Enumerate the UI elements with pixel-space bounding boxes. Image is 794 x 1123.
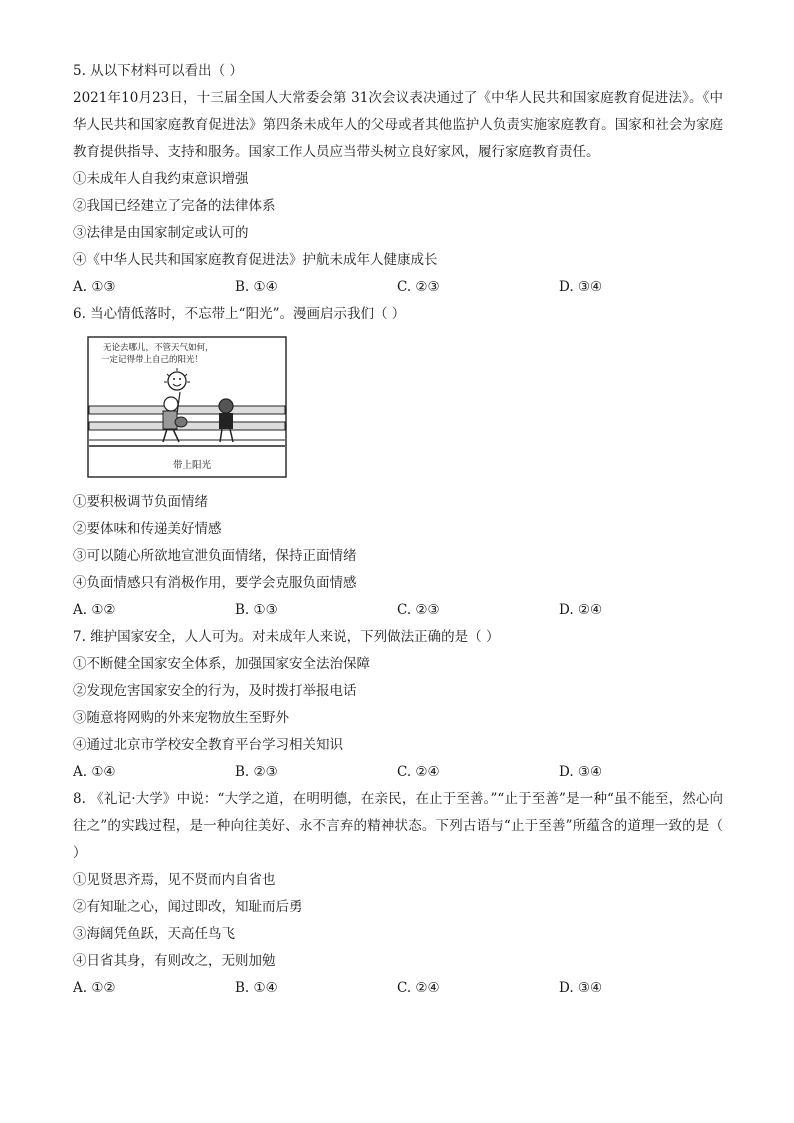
question-5-statement-1: ①未成年人自我约束意识增强 <box>73 171 249 187</box>
question-7-statement-4: ④通过北京市学校安全教育平台学习相关知识 <box>73 737 343 753</box>
railing-icon <box>89 406 285 446</box>
option-d[interactable]: D. ③④ <box>559 279 603 295</box>
question-6-stem: 6. 当心情低落时，不忘带上“阳光”。漫画启示我们（ ） <box>73 306 406 322</box>
question-8 <box>73 786 723 1002</box>
question-7-stem: 7. 维护国家安全，人人可为。对未成年人来说，下列做法正确的是（ ） <box>73 629 500 645</box>
option-c[interactable]: C. ②④ <box>397 764 440 780</box>
question-8-options <box>73 975 723 1002</box>
option-b[interactable]: B. ①④ <box>235 980 278 996</box>
option-d[interactable]: D. ③④ <box>559 764 603 780</box>
question-7-statement-1: ①不断健全国家安全体系，加强国家安全法治保障 <box>73 656 370 672</box>
option-c[interactable]: C. ②③ <box>397 602 440 618</box>
option-c[interactable]: C. ②④ <box>397 980 440 996</box>
option-d[interactable]: D. ②④ <box>559 602 603 618</box>
question-6 <box>73 301 723 624</box>
question-6-options <box>73 597 723 624</box>
cartoon-image <box>87 336 287 478</box>
question-7-statement-3: ③随意将网购的外来宠物放生至野外 <box>73 710 289 726</box>
question-8-statement-1: ①见贤思齐焉，见不贤而内自省也 <box>73 872 276 888</box>
question-5-statement-4: ④《中华人民共和国家庭教育促进法》护航未成年人健康成长 <box>73 252 438 268</box>
cartoon-caption: 带上阳光 <box>173 460 212 471</box>
question-5-statement-3: ③法律是由国家制定或认可的 <box>73 225 249 241</box>
question-6-statement-3: ③可以随心所欲地宣泄负面情绪，保持正面情绪 <box>73 548 357 564</box>
question-6-statement-4: ④负面情感只有消极作用，要学会克服负面情感 <box>73 575 357 591</box>
question-7-options <box>73 759 723 786</box>
exam-page <box>73 58 723 1002</box>
question-5-material: 2021年10月23日，十三届全国人大常委会第 31次会议表决通过了《中华人民共和国家庭教育促进法》。《中华人民共和国家庭教育促进法》第四条未成年人的父母或者其他监护人负责实施家庭教育。国家和社会为家庭教育提供指导、支持和服务。国家工作人员应当带头树立良好家风，履行家庭教育责任。 <box>73 90 723 160</box>
question-7-statement-2: ②发现危害国家安全的行为，及时拨打举报电话 <box>73 683 357 699</box>
question-6-statement-2: ②要体味和传递美好情感 <box>73 521 222 537</box>
option-a[interactable]: A. ①④ <box>73 764 116 780</box>
option-b[interactable]: B. ①④ <box>235 279 278 295</box>
option-d[interactable]: D. ③④ <box>559 980 603 996</box>
option-b[interactable]: B. ①③ <box>235 602 278 618</box>
option-a[interactable]: A. ①② <box>73 602 116 618</box>
cartoon-speech-line-1: 无论去哪儿，不管天气如何， <box>103 343 214 353</box>
option-a[interactable]: A. ①② <box>73 980 116 996</box>
question-5-stem: 5. 从以下材料可以看出（ ） <box>73 63 243 79</box>
option-b[interactable]: B. ②③ <box>235 764 278 780</box>
question-6-statement-1: ①要积极调节负面情绪 <box>73 494 208 510</box>
question-8-statement-4: ④日省其身，有则改之，无则加勉 <box>73 953 276 969</box>
question-8-statement-3: ③海阔凭鱼跃，天高任鸟飞 <box>73 926 235 942</box>
question-7 <box>73 624 723 786</box>
question-5-statement-2: ②我国已经建立了完备的法律体系 <box>73 198 276 214</box>
question-5 <box>73 58 723 301</box>
question-8-statement-2: ②有知耻之心，闻过即改，知耻而后勇 <box>73 899 303 915</box>
option-a[interactable]: A. ①③ <box>73 279 116 295</box>
question-8-stem: 8. 《礼记·大学》中说：“大学之道，在明明德，在亲民，在止于至善。”“止于至善”是一种“虽不能至，然心向往之”的实践过程，是一种向往美好、永不言弃的精神状态。下列古语与“止于至善”所蕴含的道理一致的是（ ） <box>73 791 723 861</box>
option-c[interactable]: C. ②③ <box>397 279 440 295</box>
cartoon-speech-line-2: 一定记得带上自己的阳光！ <box>101 355 204 365</box>
question-5-options <box>73 274 723 301</box>
